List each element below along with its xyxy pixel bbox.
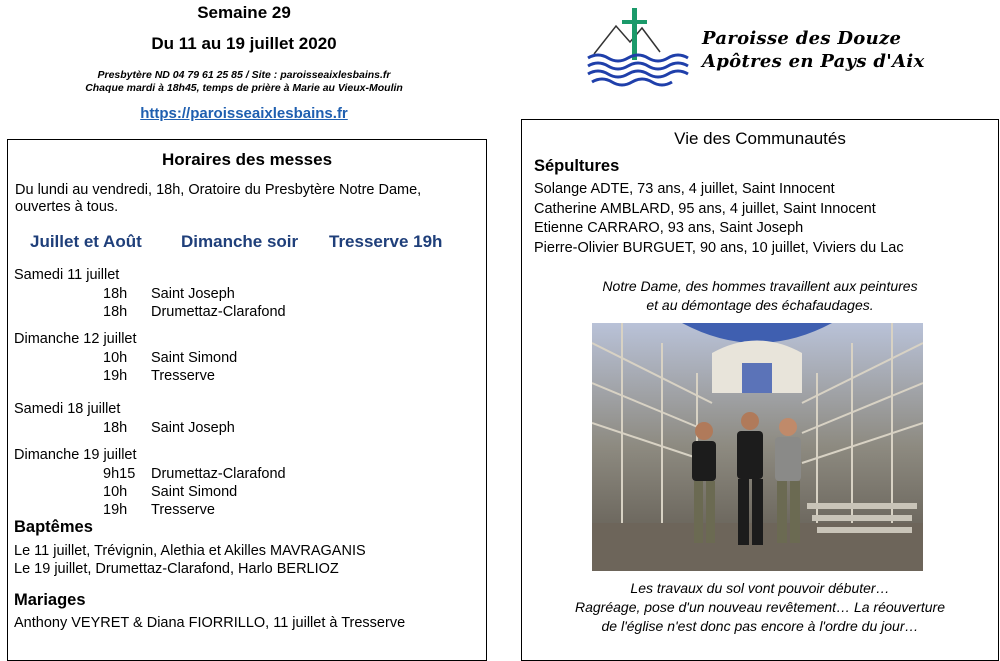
wedding-entry: Anthony VEYRET & Diana FIORRILLO, 11 juillet à Tresserve <box>14 615 406 631</box>
mass-place: Drumettaz-Clarafond <box>151 466 286 482</box>
mass-day: Samedi 11 juillet <box>14 267 120 283</box>
community-life-title: Vie des Communautés <box>674 129 846 148</box>
mass-day: Dimanche 12 juillet <box>14 331 137 347</box>
funeral-entry: Solange ADTE, 73 ans, 4 juillet, Saint Innocent <box>534 181 835 197</box>
summer-highlight-when: Dimanche soir <box>181 232 299 251</box>
parish-name-line1: Paroisse des Douze <box>702 28 902 49</box>
photo-caption-bottom: Les travaux du sol vont pouvoir débuter… <box>630 580 890 596</box>
mass-time: 10h <box>103 350 128 366</box>
photo-caption-bottom: de l'église n'est donc pas encore à l'ordre du jour… <box>601 618 919 634</box>
summer-highlight-months: Juillet et Août <box>30 232 142 251</box>
photo-caption-top: et au démontage des échafaudages. <box>646 297 874 313</box>
mass-day: Samedi 18 juillet <box>14 401 121 417</box>
funeral-entry: Catherine AMBLARD, 95 ans, 4 juillet, Saint Innocent <box>534 201 876 217</box>
mass-time: 19h <box>103 368 128 384</box>
photo-caption-bottom: Ragréage, pose d'un nouveau revêtement… La réouverture <box>574 599 946 615</box>
mass-time: 18h <box>103 286 128 302</box>
funerals-heading: Sépultures <box>534 157 620 175</box>
date-range: Du 11 au 19 juillet 2020 <box>151 34 337 53</box>
mass-time: 18h <box>103 420 128 436</box>
mass-place: Tresserve <box>151 368 215 384</box>
mass-place: Drumettaz-Clarafond <box>151 304 286 320</box>
contact-line: Presbytère ND 04 79 61 25 85 / Site : paroisseaixlesbains.fr <box>97 69 391 81</box>
baptism-entry: Le 19 juillet, Drumettaz-Clarafond, Harlo BERLIOZ <box>14 561 339 577</box>
mass-time: 19h <box>103 502 128 518</box>
mass-day: Dimanche 19 juillet <box>14 447 137 463</box>
mass-place: Saint Joseph <box>151 286 235 302</box>
parish-name-line2: Apôtres en Pays d'Aix <box>702 51 925 72</box>
weddings-heading: Mariages <box>14 591 86 609</box>
weekday-mass-info: Du lundi au vendredi, 18h, Oratoire du Presbytère Notre Dame, <box>15 182 422 198</box>
mass-place: Tresserve <box>151 502 215 518</box>
mass-place: Saint Simond <box>151 484 238 500</box>
weekday-mass-info-cont: ouvertes à tous. <box>15 199 119 215</box>
summer-highlight-where: Tresserve 19h <box>329 232 443 251</box>
mass-place: Saint Simond <box>151 350 238 366</box>
week-title: Semaine 29 <box>197 3 291 22</box>
parish-logo-icon <box>584 6 694 88</box>
mass-time: 10h <box>103 484 128 500</box>
baptisms-heading: Baptêmes <box>14 518 93 536</box>
funeral-entry: Etienne CARRARO, 93 ans, Saint Joseph <box>534 220 804 236</box>
mass-place: Saint Joseph <box>151 420 235 436</box>
baptism-entry: Le 11 juillet, Trévignin, Alethia et Akilles MAVRAGANIS <box>14 543 366 559</box>
mass-time: 9h15 <box>103 466 136 482</box>
website-link[interactable]: https://paroisseaixlesbains.fr <box>140 105 348 122</box>
mass-schedule-title: Horaires des messes <box>161 150 333 169</box>
prayer-line: Chaque mardi à 18h45, temps de prière à Marie au Vieux-Moulin <box>85 82 403 94</box>
photo-caption-top: Notre Dame, des hommes travaillent aux peintures <box>602 278 918 294</box>
mass-schedule-panel <box>7 139 487 661</box>
church-renovation-photo <box>592 323 923 571</box>
community-life-panel <box>521 119 999 661</box>
funeral-entry: Pierre-Olivier BURGUET, 90 ans, 10 juillet, Viviers du Lac <box>534 240 904 256</box>
mass-time: 18h <box>103 304 128 320</box>
